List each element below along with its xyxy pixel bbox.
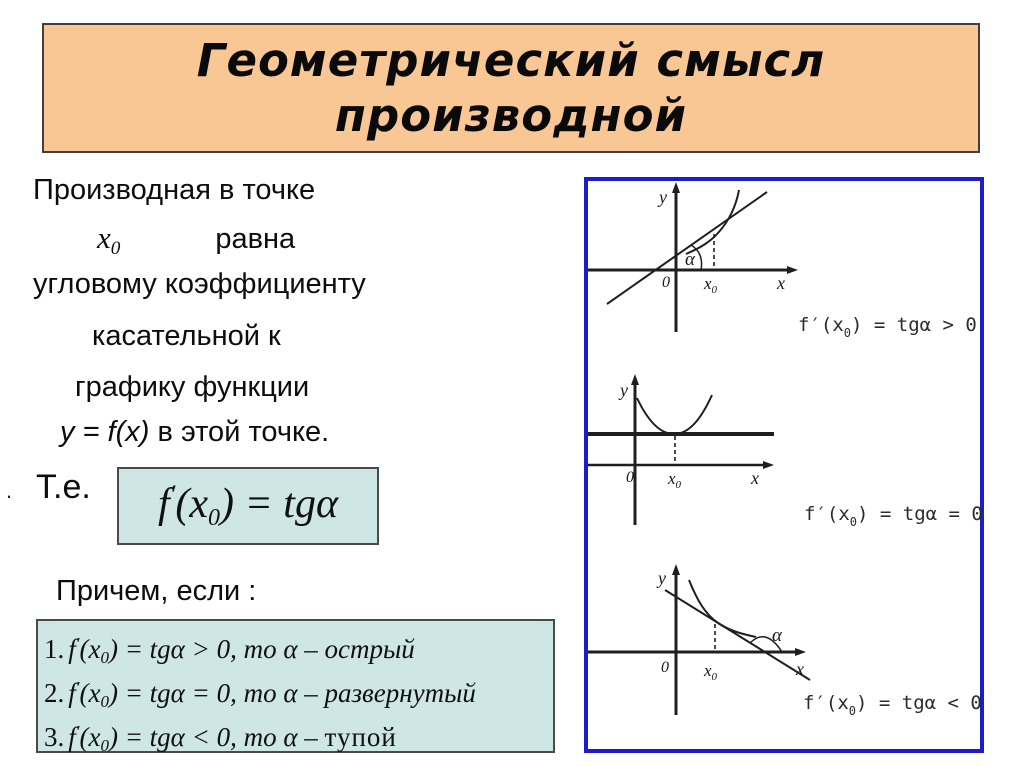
case-3-tail: тупой xyxy=(324,722,397,752)
g1-y-arrow-icon xyxy=(672,182,680,193)
g1-x-arrow-icon xyxy=(787,266,798,274)
g3-x-arrow-icon xyxy=(795,648,806,656)
stray-dot: . xyxy=(6,478,13,503)
g1-caption: $f'(x_0) = tg\alpha > 0$ xyxy=(798,314,977,340)
intro-line-1: Производная в точке xyxy=(33,174,316,206)
case-row-1 xyxy=(44,622,547,666)
case-2-number: 2. xyxy=(44,678,65,708)
graph-zero-slope xyxy=(588,374,774,525)
g1-y-label: y xyxy=(659,187,667,207)
intro-line-3: угловому коэффициенту xyxy=(33,268,366,300)
g3-y-arrow-icon xyxy=(672,564,680,575)
g1-x-label: x xyxy=(777,273,785,293)
graphs-svg xyxy=(588,181,980,749)
case-row-2 xyxy=(44,666,547,710)
g3-x-label: x xyxy=(796,659,804,679)
graphs-panel xyxy=(584,177,984,753)
g1-curve xyxy=(686,190,739,254)
g3-y-label: y xyxy=(658,568,666,588)
g3-origin-label: 0 xyxy=(661,659,669,676)
g3-x0-label: $x_0$ xyxy=(704,661,718,683)
case-1-number: 1. xyxy=(44,634,65,664)
g1-tangent-line xyxy=(607,192,767,304)
intro-line-5: графику функции xyxy=(75,371,310,403)
g2-x-arrow-icon xyxy=(763,461,774,469)
case-2-formula: f′(x0) = tgα = 0, то α – xyxy=(68,678,325,711)
case-3-number: 3. xyxy=(44,722,65,752)
intro-line-4: касательной к xyxy=(92,320,281,352)
g1-x0-label: $x_0$ xyxy=(704,274,718,296)
g2-caption: $f'(x_0) = tg\alpha = 0$ xyxy=(804,503,983,529)
title-line-2: производной xyxy=(334,89,688,142)
intro-line-6 xyxy=(60,416,329,449)
case-3-formula: f′(x0) = tgα < 0, то α – xyxy=(68,722,325,755)
prichem-label: Причем, если : xyxy=(56,575,257,607)
x0-symbol: $x_0$ xyxy=(97,220,121,259)
graph-negative-slope xyxy=(588,564,810,715)
main-formula-box xyxy=(117,467,379,545)
g3-tangent-line xyxy=(665,590,810,680)
case-row-3 xyxy=(44,710,547,754)
case-2-tail: развернутый xyxy=(324,678,476,708)
g2-y-label: y xyxy=(620,380,628,400)
ravna-text: равна xyxy=(215,223,296,255)
intro-line-2 xyxy=(97,220,295,260)
g1-origin-label: 0 xyxy=(662,274,670,291)
g2-x-label: x xyxy=(751,468,759,488)
g3-caption: $f'(x_0) = tg\alpha < 0$ xyxy=(803,692,982,718)
case-1-tail: острый xyxy=(324,634,415,664)
g3-alpha-label: α xyxy=(772,625,782,646)
g2-origin-label: 0 xyxy=(626,469,634,486)
g3-curve xyxy=(689,580,756,637)
title-box xyxy=(42,23,980,153)
main-formula: f′(x0) = tgα xyxy=(157,480,339,531)
g2-x0-label: $x_0$ xyxy=(668,469,682,491)
intro-line-6-rest: в этой точке. xyxy=(149,416,330,448)
g2-curve xyxy=(637,395,712,434)
case-1-formula: f′(x0) = tgα > 0, то α – xyxy=(68,634,325,667)
g1-alpha-label: α xyxy=(685,249,695,270)
y-fx-math: y = f(x) xyxy=(60,416,150,448)
cases-box xyxy=(36,619,555,753)
te-label: Т.е. xyxy=(36,468,91,506)
g2-y-arrow-icon xyxy=(631,374,639,385)
graph-positive-slope xyxy=(588,182,798,332)
title-line-1: Геометрический смысл xyxy=(196,34,826,87)
